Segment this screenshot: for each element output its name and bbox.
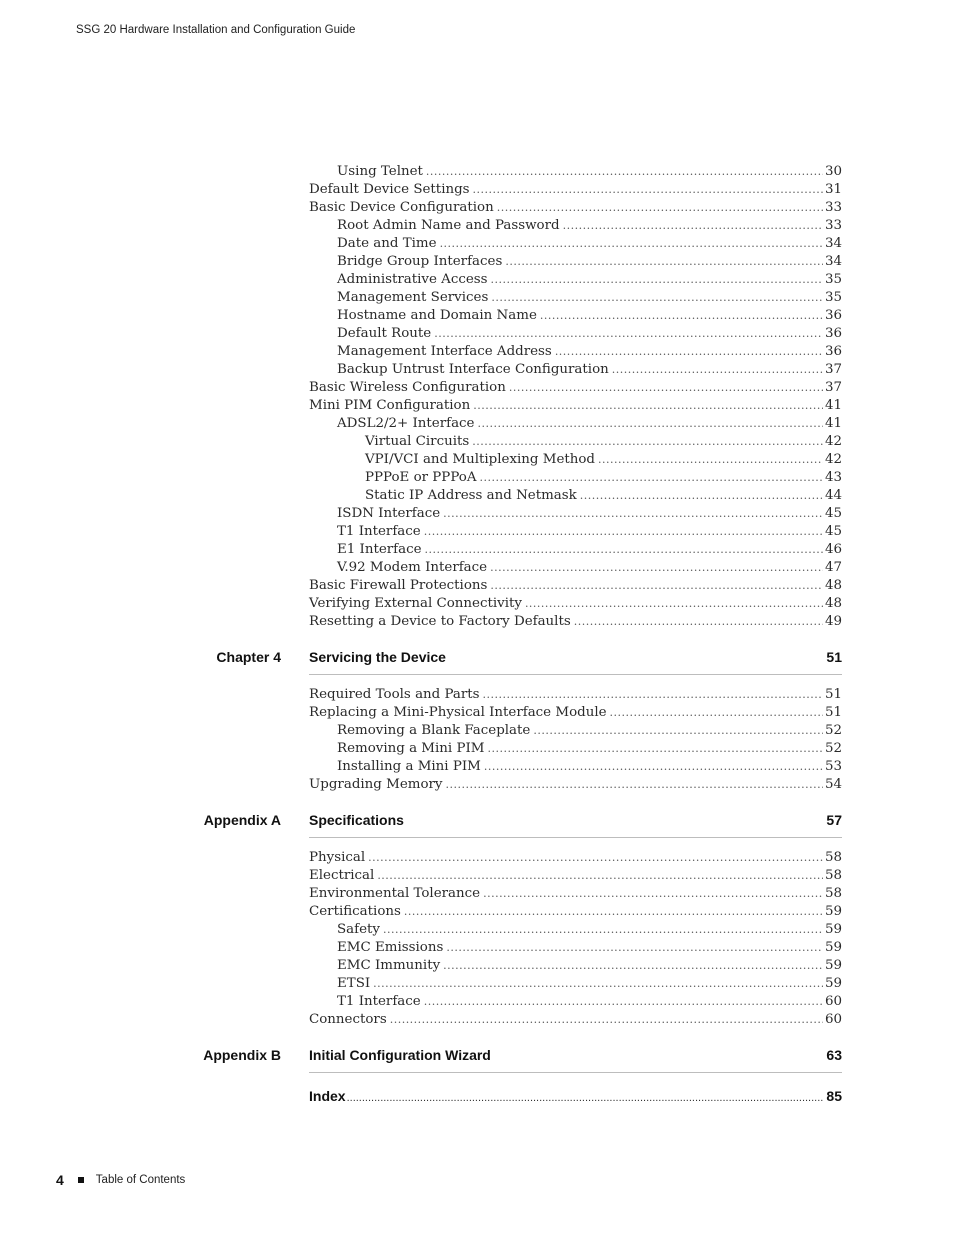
dot-leader: [446, 939, 823, 957]
chapter-label: Chapter 4: [216, 649, 281, 665]
dot-leader: [505, 253, 823, 271]
toc-entry[interactable]: [0, 379, 954, 397]
toc-entry[interactable]: [0, 325, 954, 343]
square-bullet-icon: [78, 1177, 84, 1183]
toc-entry[interactable]: [0, 722, 954, 740]
chapter-page: 51: [826, 649, 842, 665]
dot-leader: [580, 487, 823, 505]
toc-entry[interactable]: [0, 217, 954, 235]
toc-entry[interactable]: [0, 451, 954, 469]
toc-entry-page: 33: [824, 218, 842, 233]
toc-entry-title[interactable]: Safety: [337, 922, 380, 937]
toc-entry-title[interactable]: Date and Time: [337, 236, 437, 251]
toc-entry-title[interactable]: Replacing a Mini-Physical Interface Module: [309, 705, 607, 720]
appendix-page: 63: [826, 1047, 842, 1063]
toc-entry-title[interactable]: ADSL2/2+ Interface: [337, 416, 475, 431]
toc-entry-page: 51: [824, 705, 842, 720]
dot-leader: [574, 613, 823, 631]
toc-entry[interactable]: [0, 415, 954, 433]
dot-leader: [483, 885, 823, 903]
toc-entry[interactable]: [0, 343, 954, 361]
page-footer: [56, 1172, 185, 1188]
toc-entry[interactable]: [0, 921, 954, 939]
appendix-label: Appendix B: [203, 1047, 281, 1063]
toc-group-servicing: [0, 686, 954, 794]
toc-entry-title[interactable]: Basic Device Configuration: [309, 200, 494, 215]
dot-leader: [612, 361, 823, 379]
toc-entry-title[interactable]: Virtual Circuits: [365, 434, 470, 449]
appendix-page: 57: [826, 812, 842, 828]
toc-entry-title[interactable]: EMC Immunity: [337, 958, 441, 973]
toc-entry[interactable]: [0, 957, 954, 975]
toc-entry-title[interactable]: Hostname and Domain Name: [337, 308, 537, 323]
chapter-title[interactable]: Servicing the Device: [309, 649, 446, 665]
toc-entry-page: 37: [824, 362, 842, 377]
appendix-b-heading[interactable]: [0, 1047, 954, 1084]
toc-entry-title[interactable]: T1 Interface: [337, 994, 421, 1009]
dot-leader: [477, 415, 822, 433]
toc-entry-title[interactable]: Certifications: [309, 904, 401, 919]
dot-leader: [473, 397, 823, 415]
toc-entry[interactable]: [0, 595, 954, 613]
toc-entry-page: 60: [824, 1012, 842, 1027]
toc-entry-title[interactable]: VPI/VCI and Multiplexing Method: [365, 452, 596, 467]
toc-entry-page: 59: [824, 940, 842, 955]
toc-entry[interactable]: [0, 686, 954, 704]
dot-leader: [445, 776, 822, 794]
index-page: 85: [826, 1088, 842, 1104]
toc-entry-page: 47: [824, 560, 842, 575]
appendix-label: Appendix A: [203, 812, 281, 828]
dot-leader: [424, 523, 823, 541]
toc-entry[interactable]: [0, 577, 954, 595]
toc-entry-page: 42: [824, 434, 842, 449]
toc-entry-page: 59: [824, 904, 842, 919]
toc-entry[interactable]: [0, 939, 954, 957]
dot-leader: [425, 541, 823, 559]
toc-group-basic-configuration: [0, 163, 954, 631]
toc-entry-title[interactable]: Required Tools and Parts: [309, 687, 480, 702]
appendix-a-heading[interactable]: [0, 812, 954, 849]
dot-leader: [555, 343, 823, 361]
toc-entry-page: 60: [824, 994, 842, 1009]
toc-entry[interactable]: [0, 758, 954, 776]
toc-entry-page: 37: [824, 380, 842, 395]
toc-entry-page: 49: [824, 614, 842, 629]
toc-entry-page: 45: [824, 524, 842, 539]
dot-leader: [434, 325, 823, 343]
toc-entry[interactable]: [0, 776, 954, 794]
toc-entry-title[interactable]: Static IP Address and Netmask: [365, 488, 577, 503]
toc-entry-title[interactable]: PPPoE or PPPoA: [365, 470, 477, 485]
toc-entry-title[interactable]: V.92 Modem Interface: [337, 560, 488, 575]
toc-entry[interactable]: [0, 469, 954, 487]
toc-entry-page: 44: [824, 488, 842, 503]
toc-entry[interactable]: [0, 1011, 954, 1029]
footer-section-title: Table of Contents: [95, 1174, 186, 1186]
toc-entry-page: 54: [824, 777, 842, 792]
toc-entry[interactable]: [0, 397, 954, 415]
toc-entry-title[interactable]: Bridge Group Interfaces: [337, 254, 503, 269]
toc-entry-title[interactable]: Connectors: [309, 1012, 387, 1027]
toc-entry-title[interactable]: Basic Firewall Protections: [309, 578, 488, 593]
toc-entry-page: 45: [824, 506, 842, 521]
toc-entry[interactable]: [0, 271, 954, 289]
toc-entry[interactable]: [0, 253, 954, 271]
toc-entry-title[interactable]: Resetting a Device to Factory Defaults: [309, 614, 571, 629]
dot-leader: [443, 957, 823, 975]
section-rule: [309, 837, 842, 838]
toc-entry-title[interactable]: E1 Interface: [337, 542, 422, 557]
toc-entry-page: 58: [824, 850, 842, 865]
toc-entry-page: 36: [824, 344, 842, 359]
toc-entry-page: 41: [824, 416, 842, 431]
dot-leader: [390, 1011, 823, 1029]
dot-leader: [509, 379, 823, 397]
toc-entry-page: 35: [824, 272, 842, 287]
dot-leader: [440, 235, 823, 253]
dot-leader: [491, 289, 823, 307]
toc-group-specifications: [0, 849, 954, 1029]
toc-entry-title[interactable]: Root Admin Name and Password: [337, 218, 560, 233]
toc-entry[interactable]: [0, 613, 954, 631]
toc-entry-title[interactable]: ETSI: [337, 976, 371, 991]
toc-entry[interactable]: [0, 867, 954, 885]
toc-entry[interactable]: [0, 235, 954, 253]
toc-entry-title[interactable]: Electrical: [309, 868, 375, 883]
dot-leader: [383, 921, 823, 939]
appendix-title[interactable]: Initial Configuration Wizard: [309, 1047, 491, 1063]
index-entry[interactable]: [0, 1088, 954, 1108]
toc-entry-title[interactable]: Mini PIM Configuration: [309, 398, 471, 413]
toc-entry[interactable]: [0, 740, 954, 758]
toc-entry-page: 36: [824, 308, 842, 323]
toc-entry-page: 59: [824, 976, 842, 991]
toc-entry-title[interactable]: ISDN Interface: [337, 506, 441, 521]
toc-entry-page: 41: [824, 398, 842, 413]
toc-entry-page: 30: [824, 164, 842, 179]
toc-entry-title[interactable]: Administrative Access: [337, 272, 488, 287]
toc-entry[interactable]: [0, 487, 954, 505]
toc-entry-title[interactable]: Installing a Mini PIM: [337, 759, 481, 774]
toc-entry-page: 48: [824, 578, 842, 593]
toc-entry-page: 53: [824, 759, 842, 774]
toc-entry-page: 31: [824, 182, 842, 197]
toc-entry-page: 59: [824, 922, 842, 937]
dot-leader: [473, 181, 823, 199]
toc-entry-page: 58: [824, 868, 842, 883]
toc-entry-page: 36: [824, 326, 842, 341]
toc-entry-page: 43: [824, 470, 842, 485]
toc-entry-title[interactable]: Removing a Blank Faceplate: [337, 723, 531, 738]
dot-leader: [497, 199, 823, 217]
dot-leader: [610, 704, 823, 722]
toc-entry[interactable]: [0, 975, 954, 993]
toc-entry-page: 59: [824, 958, 842, 973]
page-number: 4: [56, 1172, 64, 1188]
dot-leader: [404, 903, 823, 921]
toc-entry-title[interactable]: EMC Emissions: [337, 940, 444, 955]
toc-entry-title[interactable]: Default Device Settings: [309, 182, 470, 197]
toc-entry-title[interactable]: Environmental Tolerance: [309, 886, 481, 901]
toc-entry-page: 42: [824, 452, 842, 467]
toc-entry-title[interactable]: Management Services: [337, 290, 489, 305]
section-rule: [309, 674, 842, 675]
dot-leader: [490, 559, 823, 577]
dot-leader: [426, 163, 823, 181]
toc-entry-page: 46: [824, 542, 842, 557]
toc-entry[interactable]: [0, 163, 954, 181]
toc-entry-title[interactable]: Verifying External Connectivity: [309, 596, 522, 611]
toc-entry-title[interactable]: Backup Untrust Interface Configuration: [337, 362, 609, 377]
toc-entry-title[interactable]: Removing a Mini PIM: [337, 741, 485, 756]
dot-leader: [480, 469, 823, 487]
toc-entry-page: 51: [824, 687, 842, 702]
dot-leader: [598, 451, 823, 469]
dot-leader: [525, 595, 823, 613]
toc-entry-title[interactable]: Basic Wireless Configuration: [309, 380, 506, 395]
toc-entry[interactable]: [0, 993, 954, 1011]
toc-entry-page: 34: [824, 254, 842, 269]
toc-entry-page: 48: [824, 596, 842, 611]
toc-entry[interactable]: [0, 307, 954, 325]
toc-entry-title[interactable]: T1 Interface: [337, 524, 421, 539]
appendix-title[interactable]: Specifications: [309, 812, 404, 828]
toc-entry[interactable]: [0, 433, 954, 451]
dot-leader: [490, 577, 823, 595]
toc-entry-page: 58: [824, 886, 842, 901]
toc-entry[interactable]: [0, 541, 954, 559]
toc-entry[interactable]: [0, 559, 954, 577]
toc-entry-page: 52: [824, 741, 842, 756]
dot-leader: [484, 758, 823, 776]
dot-leader: [377, 867, 823, 885]
dot-leader: [368, 849, 823, 867]
toc-entry-title[interactable]: Default Route: [337, 326, 432, 341]
dot-leader: [443, 505, 823, 523]
toc-entry-page: 52: [824, 723, 842, 738]
dot-leader: [491, 271, 823, 289]
dot-leader: [487, 740, 822, 758]
toc-entry[interactable]: [0, 523, 954, 541]
running-head: SSG 20 Hardware Installation and Configuration Guide: [76, 24, 356, 36]
chapter-4-heading[interactable]: [0, 649, 954, 686]
toc-entry[interactable]: [0, 885, 954, 903]
toc-entry-page: 35: [824, 290, 842, 305]
toc-entry[interactable]: [0, 289, 954, 307]
toc-entry-page: 33: [824, 200, 842, 215]
toc-entry-title[interactable]: Physical: [309, 850, 366, 865]
dot-leader: [563, 217, 823, 235]
toc-entry[interactable]: [0, 361, 954, 379]
index-title[interactable]: Index: [309, 1088, 346, 1104]
toc-entry-title[interactable]: Upgrading Memory: [309, 777, 443, 792]
dot-leader: [373, 975, 823, 993]
dot-leader: [424, 993, 823, 1011]
toc-entry-page: 34: [824, 236, 842, 251]
toc-entry-title[interactable]: Management Interface Address: [337, 344, 552, 359]
table-of-contents: [0, 163, 954, 1108]
section-rule: [309, 1072, 842, 1073]
toc-entry[interactable]: [0, 199, 954, 217]
dot-leader: [533, 722, 823, 740]
toc-entry[interactable]: [0, 181, 954, 199]
dot-leader: [483, 686, 823, 704]
toc-entry[interactable]: [0, 849, 954, 867]
dot-leader: [347, 1092, 824, 1104]
toc-entry[interactable]: [0, 505, 954, 523]
toc-entry[interactable]: [0, 903, 954, 921]
toc-entry-title[interactable]: Using Telnet: [337, 164, 423, 179]
dot-leader: [540, 307, 823, 325]
dot-leader: [472, 433, 823, 451]
toc-entry[interactable]: [0, 704, 954, 722]
